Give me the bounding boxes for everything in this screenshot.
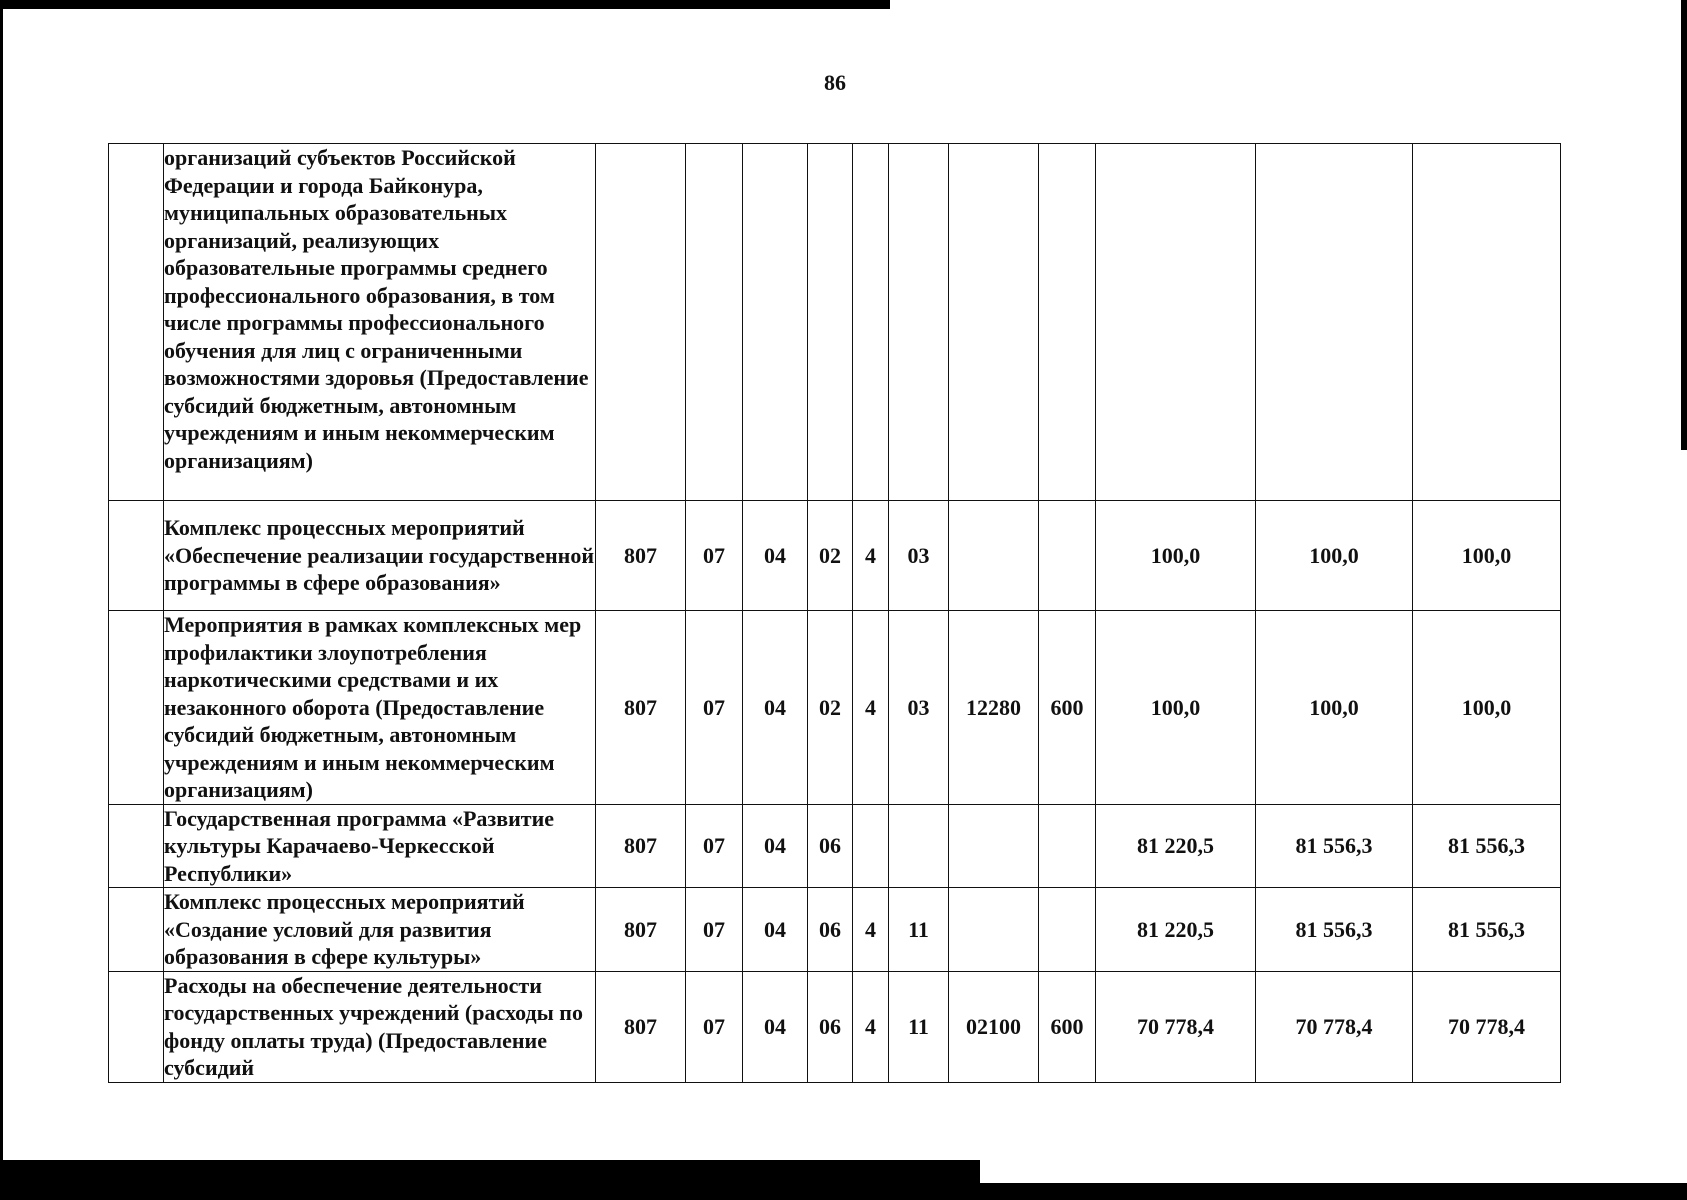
section-cell: 07	[686, 611, 743, 805]
amount-year2-cell: 81 556,3	[1256, 804, 1413, 888]
structure-cell: 11	[889, 971, 949, 1082]
table-row	[109, 611, 1561, 805]
table-row	[109, 144, 1561, 501]
description-cell: Комплекс процессных мероприятий «Создание условий для развития образования в сфере культуры»	[164, 888, 596, 972]
amount-year2-cell: 100,0	[1256, 501, 1413, 611]
row-number-cell	[109, 501, 164, 611]
program-type-cell	[853, 804, 889, 888]
subsection-cell: 04	[743, 804, 808, 888]
structure-cell: 03	[889, 501, 949, 611]
amount-year1-cell	[1096, 144, 1256, 501]
admin-code-cell: 807	[596, 888, 686, 972]
program-type-cell	[853, 144, 889, 501]
program-type-cell: 4	[853, 888, 889, 972]
description-cell: Государственная программа «Развитие культуры Карачаево-Черкесской Республики»	[164, 804, 596, 888]
row-number-cell	[109, 144, 164, 501]
scan-edge-left	[0, 0, 3, 1200]
amount-year2-cell: 81 556,3	[1256, 888, 1413, 972]
structure-cell: 11	[889, 888, 949, 972]
budget-table	[108, 143, 1561, 1083]
amount-year2-cell: 70 778,4	[1256, 971, 1413, 1082]
program-cell: 02	[808, 501, 853, 611]
amount-year2-cell	[1256, 144, 1413, 501]
admin-code-cell: 807	[596, 804, 686, 888]
section-cell: 07	[686, 804, 743, 888]
description-cell: Расходы на обеспечение деятельности государственных учреждений (расходы по фонду оплаты труда) (Предоставление субсидий	[164, 971, 596, 1082]
scan-border-right	[1681, 0, 1687, 450]
description-cell: Мероприятия в рамках комплексных мер профилактики злоупотребления наркотическими средствами и их незаконного оборота (Предоставление субсидий бюджетным, автономным учреждениям и иным некоммерческим организациям)	[164, 611, 596, 805]
expense-type-cell	[1039, 144, 1096, 501]
subsection-cell: 04	[743, 501, 808, 611]
program-type-cell: 4	[853, 611, 889, 805]
program-cell: 02	[808, 611, 853, 805]
row-number-cell	[109, 971, 164, 1082]
amount-year2-cell: 100,0	[1256, 611, 1413, 805]
direction-cell: 12280	[949, 611, 1039, 805]
amount-year1-cell: 100,0	[1096, 611, 1256, 805]
section-cell: 07	[686, 971, 743, 1082]
amount-year3-cell: 100,0	[1413, 501, 1561, 611]
row-number-cell	[109, 804, 164, 888]
row-number-cell	[109, 611, 164, 805]
section-cell: 07	[686, 501, 743, 611]
amount-year3-cell: 100,0	[1413, 611, 1561, 805]
amount-year1-cell: 100,0	[1096, 501, 1256, 611]
admin-code-cell: 807	[596, 611, 686, 805]
scan-border-bottom-right	[690, 1183, 1687, 1200]
subsection-cell: 04	[743, 971, 808, 1082]
table-row	[109, 888, 1561, 972]
expense-type-cell	[1039, 501, 1096, 611]
section-cell	[686, 144, 743, 501]
page-number: 86	[824, 70, 846, 95]
direction-cell	[949, 501, 1039, 611]
program-cell: 06	[808, 971, 853, 1082]
amount-year1-cell: 70 778,4	[1096, 971, 1256, 1082]
direction-cell: 02100	[949, 971, 1039, 1082]
amount-year1-cell: 81 220,5	[1096, 804, 1256, 888]
expense-type-cell	[1039, 888, 1096, 972]
structure-cell	[889, 804, 949, 888]
description-cell: Комплекс процессных мероприятий «Обеспечение реализации государственной программы в сфере образования»	[164, 501, 596, 611]
admin-code-cell: 807	[596, 971, 686, 1082]
scan-border-top	[0, 0, 890, 9]
amount-year3-cell	[1413, 144, 1561, 501]
subsection-cell: 04	[743, 611, 808, 805]
subsection-cell	[743, 144, 808, 501]
expense-type-cell: 600	[1039, 971, 1096, 1082]
subsection-cell: 04	[743, 888, 808, 972]
expense-type-cell	[1039, 804, 1096, 888]
expense-type-cell: 600	[1039, 611, 1096, 805]
program-type-cell: 4	[853, 501, 889, 611]
amount-year1-cell: 81 220,5	[1096, 888, 1256, 972]
table-row	[109, 804, 1561, 888]
direction-cell	[949, 888, 1039, 972]
direction-cell	[949, 804, 1039, 888]
program-cell	[808, 144, 853, 501]
structure-cell: 03	[889, 611, 949, 805]
table-row	[109, 501, 1561, 611]
direction-cell	[949, 144, 1039, 501]
amount-year3-cell: 81 556,3	[1413, 888, 1561, 972]
description-cell: организаций субъектов Российской Федерации и города Байконура, муниципальных образовательных организаций, реализующих образовательные программы среднего профессионального образования, в том числе программы профессионального обучения для лиц с ограниченными возможностями здоровья (Предоставление субсидий бюджетным, автономным учреждениям и иным некоммерческим организациям)	[164, 144, 596, 501]
program-cell: 06	[808, 888, 853, 972]
program-cell: 06	[808, 804, 853, 888]
admin-code-cell: 807	[596, 501, 686, 611]
program-type-cell: 4	[853, 971, 889, 1082]
admin-code-cell	[596, 144, 686, 501]
table-row	[109, 971, 1561, 1082]
row-number-cell	[109, 888, 164, 972]
amount-year3-cell: 70 778,4	[1413, 971, 1561, 1082]
amount-year3-cell: 81 556,3	[1413, 804, 1561, 888]
section-cell: 07	[686, 888, 743, 972]
structure-cell	[889, 144, 949, 501]
